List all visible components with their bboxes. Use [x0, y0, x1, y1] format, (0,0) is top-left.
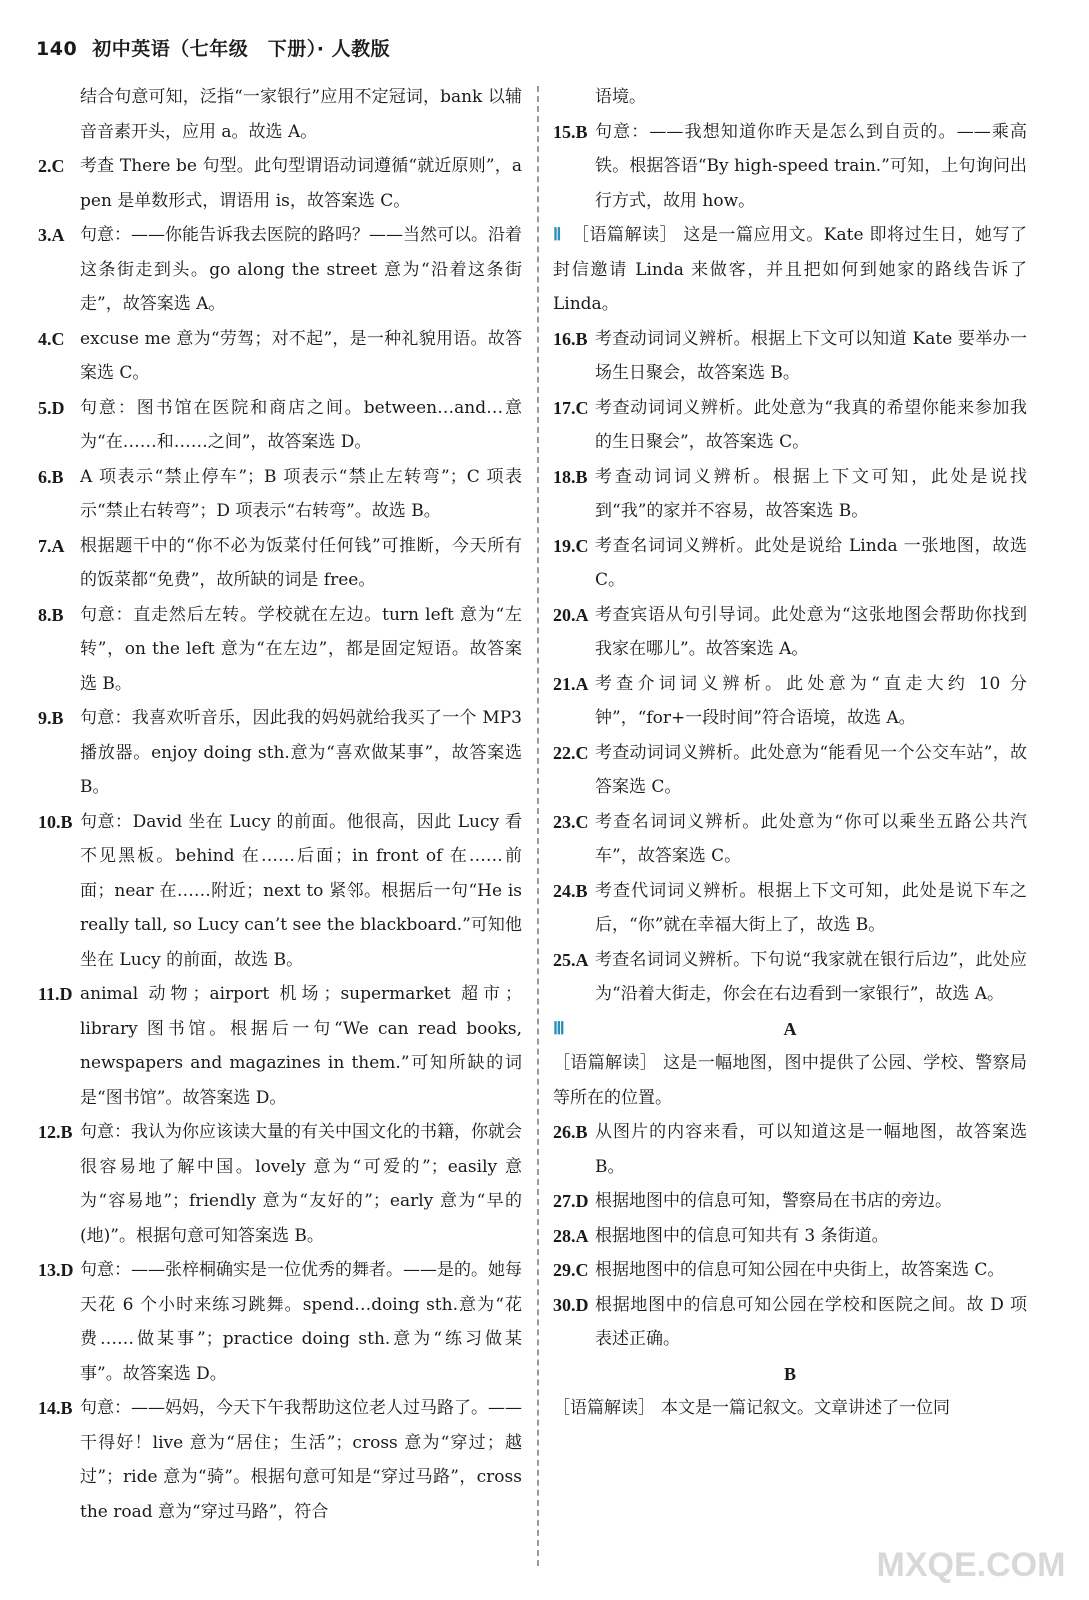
answer-explanation: 根据地图中的信息可知公园在学校和医院之间。故 D 项表述正确。 [595, 1294, 1027, 1349]
answer-item [38, 149, 522, 218]
answer-explanation: A 项表示“禁止停车”；B 项表示“禁止左转弯”；C 项表示“禁止右转弯”；D 项表示“右转弯”。故选 B。 [80, 466, 522, 521]
answer-explanation: 根据地图中的信息可知共有 3 条街道。 [595, 1225, 889, 1246]
answer-number: 7.A [38, 535, 65, 556]
answer-number: 25.A [553, 949, 589, 970]
answer-continuation-right: 语境。 [595, 87, 646, 107]
answer-number: 23.C [553, 811, 589, 832]
answer-number: 22.C [553, 742, 589, 763]
answer-item [553, 460, 1027, 529]
part-b-heading: B [783, 1363, 796, 1384]
answer-explanation: 考查动词词义辨析。根据上下文可以知道 Kate 要举办一场生日聚会，故答案选 B。 [595, 328, 1027, 383]
answer-number: 24.B [553, 880, 588, 901]
answer-item [553, 1115, 1027, 1184]
answer-item [38, 1391, 522, 1529]
answer-number: 6.B [38, 466, 64, 487]
answer-explanation: 句意：David 坐在 Lucy 的前面。他很高，因此 Lucy 看不见黑板。behind 在……后面；in front of 在……前面；near 在……附近；next to 紧邻。根据后一句“He is really tall, so Lucy can’t see the blackboard.”可知他坐在 Lucy 的前面，故选 B。 [80, 811, 522, 970]
answer-explanation: 考查动词词义辨析。根据上下文可知，此处是说找到“我”的家并不容易，故答案选 B。 [595, 466, 1027, 521]
answer-explanation: 根据地图中的信息可知公园在中央街上，故答案选 C。 [595, 1260, 1005, 1280]
answer-item [553, 322, 1027, 391]
answer-number: 3.A [38, 225, 65, 245]
answer-item [553, 1288, 1027, 1357]
answer-number: 19.C [553, 535, 589, 556]
answer-item [553, 391, 1027, 460]
answer-item [38, 460, 522, 529]
answer-item [553, 598, 1027, 667]
answer-explanation: 考查名词词义辨析。此处是说给 Linda 一张地图，故选 C。 [595, 535, 1027, 590]
right-answer-list-c [553, 1115, 1027, 1357]
answer-explanation: 句意：我喜欢听音乐，因此我的妈妈就给我买了一个 MP3 播放器。enjoy doing sth.意为“喜欢做某事”，故答案选 B。 [80, 708, 522, 797]
answer-explanation: 句意：图书馆在医院和商店之间。between…and…意为“在……和……之间”，故答案选 D。 [80, 397, 522, 452]
answer-explanation: 句意：直走然后左转。学校就在左边。turn left 意为“左转”，on the left 意为“在左边”，都是固定短语。故答案选 B。 [80, 604, 522, 694]
section-2-intro [553, 218, 1027, 322]
part-b-text: 本文是一篇记叙文。文章讲述了一位同 [661, 1398, 950, 1418]
answer-explanation: 从图片的内容来看，可以知道这是一幅地图，故答案选 B。 [595, 1122, 1027, 1177]
answer-number: 21.A [553, 673, 589, 694]
left-answer-list [38, 149, 522, 1529]
answer-explanation: 考查名词词义辨析。此处意为“你可以乘坐五路公共汽车”，故答案选 C。 [595, 811, 1027, 866]
watermark-text: MXQE.COM [876, 1546, 1066, 1584]
answer-explanation: 考查 There be 句型。此句型谓语动词遵循“就近原则”，a pen 是单数形式，谓语用 is，故答案选 C。 [80, 156, 522, 211]
answer-number: 9.B [38, 708, 64, 728]
answer-explanation: 句意：——妈妈，今天下午我帮助这位老人过马路了。——干得好！live 意为“居住；生活”；cross 意为“穿过；越过”；ride 意为“骑”。根据句意可知是“穿过马路”，cross the road 意为“穿过马路”，符合 [80, 1398, 522, 1522]
answer-explanation: 句意：——你能告诉我去医院的路吗？——当然可以。沿着这条街走到头。go along the street 意为“沿着这条街走”，故答案选 A。 [80, 225, 522, 314]
answer-number: 29.C [553, 1260, 589, 1280]
book-title: 初中英语（七年级 下册）· 人教版 [92, 38, 391, 60]
section-2-tag: ［语篇解读］ [571, 225, 678, 245]
answer-continuation: 结合句意可知，泛指“一家银行”应用不定冠词，bank 以辅音音素开头，应用 a。故选 A。 [80, 87, 522, 142]
page-number: 140 [36, 38, 78, 60]
answer-number: 16.B [553, 328, 588, 349]
answer-item [553, 805, 1027, 874]
answer-number: 8.B [38, 604, 64, 625]
answer-item [553, 1253, 1027, 1288]
answer-item [553, 943, 1027, 1012]
part-b-intro [553, 1391, 1027, 1426]
answer-number: 5.D [38, 397, 65, 418]
answer-item [38, 701, 522, 805]
answer-item [38, 598, 522, 702]
section-2-text: 这是一篇应用文。Kate 即将过生日，她写了封信邀请 Linda 来做客，并且把如何到她家的路线告诉了 Linda。 [553, 225, 1027, 314]
left-column [38, 80, 522, 1529]
answer-number: 4.C [38, 328, 65, 349]
section-3-intro [553, 1046, 1027, 1115]
section-3-part-a: A [783, 1018, 797, 1039]
answer-explanation: 根据题干中的“你不必为饭菜付任何钱”可推断，今天所有的饭菜都“免费”，故所缺的词是 free。 [80, 535, 522, 590]
right-answer-list-b [553, 322, 1027, 1012]
watermark-logo [871, 1524, 1071, 1594]
part-b-tag: ［语篇解读］ [553, 1398, 655, 1418]
answer-explanation: 考查动词词义辨析。此处意为“能看见一个公交车站”，故答案选 C。 [595, 742, 1027, 797]
answer-number: 14.B [38, 1398, 73, 1418]
answer-explanation: 考查名词词义辨析。下句说“我家就在银行后边”，此处应为“沿着大街走，你会在右边看到一家银行”，故选 A。 [595, 949, 1027, 1004]
column-divider [537, 86, 539, 1566]
answer-item [553, 874, 1027, 943]
answer-item [553, 529, 1027, 598]
answer-number: 10.B [38, 811, 73, 832]
answer-number: 28.A [553, 1225, 589, 1246]
answer-explanation: 句意：我认为你应该读大量的有关中国文化的书籍，你就会很容易地了解中国。lovely 意为“可爱的”；easily 意为“容易地”；friendly 意为“友好的”；early 意为“早的(地)”。根据句意可知答案选 B。 [80, 1122, 522, 1246]
answer-number: 11.D [38, 984, 73, 1004]
answer-number: 12.B [38, 1122, 73, 1142]
answer-number: 2.C [38, 156, 65, 176]
answer-item [38, 1253, 522, 1391]
section-3-tag: ［语篇解读］ [553, 1053, 658, 1073]
answer-item [553, 115, 1027, 219]
right-answer-list-a [553, 115, 1027, 219]
page-header [36, 34, 390, 61]
answer-item [553, 667, 1027, 736]
section-3-mark: Ⅲ [553, 1018, 565, 1038]
answer-number: 26.B [553, 1122, 588, 1142]
answer-explanation: 根据地图中的信息可知，警察局在书店的旁边。 [595, 1191, 952, 1211]
answer-number: 17.C [553, 397, 589, 418]
answer-item [38, 977, 522, 1115]
answer-explanation: 句意：——我想知道你昨天是怎么到自贡的。——乘高铁。根据答语“By high-speed train.”可知，上句询问出行方式，故用 how。 [595, 121, 1027, 211]
answer-item [38, 322, 522, 391]
answer-explanation: animal 动物；airport 机场；supermarket 超市；library 图书馆。根据后一句“We can read books, newspapers and magazines in them.”可知所缺的词是“图书馆”。故答案选 D。 [80, 984, 522, 1108]
answer-item [38, 1115, 522, 1253]
answer-explanation: 考查宾语从句引导词。此处意为“这张地图会帮助你找到我家在哪儿”。故答案选 A。 [595, 604, 1027, 659]
answer-number: 18.B [553, 466, 588, 487]
answer-item [38, 805, 522, 978]
answer-explanation: 句意：——张梓桐确实是一位优秀的舞者。——是的。她每天花 6 个小时来练习跳舞。spend…doing sth.意为“花费……做某事”；practice doing sth.意为“练习做某事”。故答案选 D。 [80, 1260, 522, 1384]
answer-number: 13.D [38, 1260, 74, 1280]
answer-number: 27.D [553, 1191, 589, 1211]
section-2-mark: Ⅱ [553, 225, 562, 244]
answer-item [38, 529, 522, 598]
section-3-heading [553, 1012, 1027, 1047]
answer-item [553, 1219, 1027, 1254]
answer-explanation: 考查介词词义辨析。此处意为“直走大约 10 分钟”，“for+一段时间”符合语境，故选 A。 [595, 673, 1027, 728]
answer-explanation: 考查动词词义辨析。此处意为“我真的希望你能来参加我的生日聚会”，故答案选 C。 [595, 397, 1027, 452]
answer-item [553, 1184, 1027, 1219]
answer-number: 15.B [553, 121, 588, 142]
section-3-text: 这是一幅地图，图中提供了公园、学校、警察局等所在的位置。 [553, 1053, 1028, 1108]
answer-item [553, 736, 1027, 805]
answer-explanation: 考查代词词义辨析。根据上下文可知，此处是说下车之后，“你”就在幸福大街上了，故选 B。 [595, 880, 1027, 935]
right-column [553, 80, 1027, 1426]
answer-item [38, 218, 522, 322]
answer-number: 30.D [553, 1294, 589, 1315]
answer-explanation: excuse me 意为“劳驾；对不起”，是一种礼貌用语。故答案选 C。 [80, 328, 522, 383]
answer-number: 20.A [553, 604, 589, 625]
answer-item [38, 391, 522, 460]
